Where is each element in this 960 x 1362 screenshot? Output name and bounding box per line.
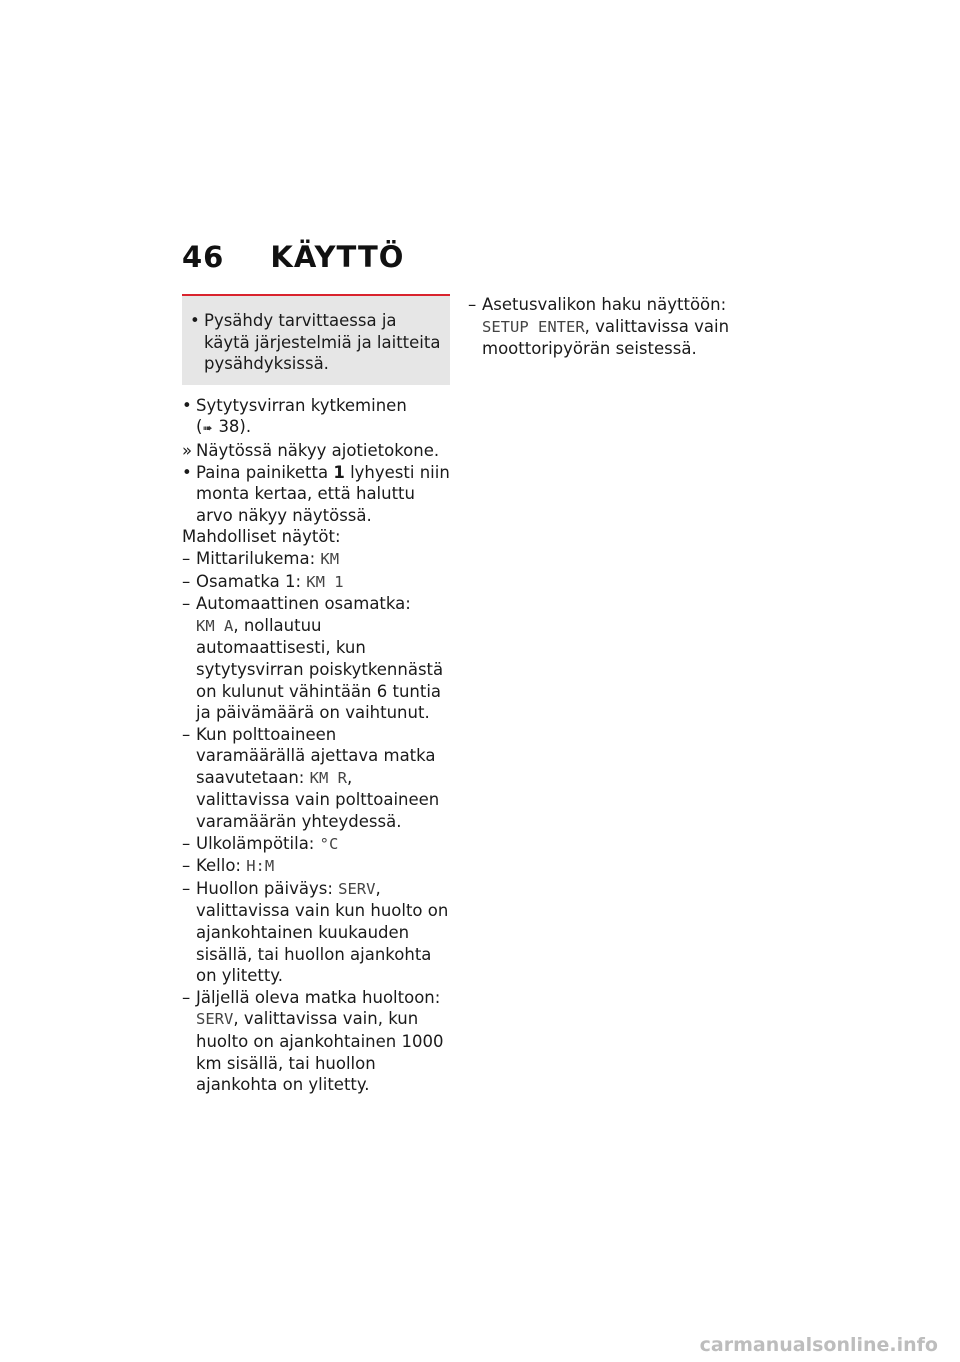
dash-icon: – <box>182 724 191 744</box>
display-label: Mittarilukema: <box>196 548 321 568</box>
step-text: Sytytysvirran kytkeminen <box>196 395 407 415</box>
page-number: 46 <box>182 240 225 274</box>
display-label: Jäljellä oleva matka huoltoon: <box>196 987 441 1007</box>
display-description: , valittavissa vain, kun huolto on ajankohtainen 1000 km sisällä, tai huollon ajankohta on ylitetty. <box>196 1009 444 1095</box>
display-code: °C <box>319 834 339 853</box>
page-reference[interactable]: 38). <box>218 417 252 437</box>
dash-icon: – <box>182 594 191 614</box>
note-box <box>182 294 450 385</box>
page-header <box>182 240 404 274</box>
display-code: H:M <box>246 857 275 876</box>
possible-displays-label: Mahdolliset näytöt: <box>182 527 341 547</box>
display-outside-temp <box>182 833 450 856</box>
button-key: 1 <box>333 462 345 482</box>
bullet-icon: • <box>182 462 192 482</box>
display-code: SERV <box>338 879 376 898</box>
display-reserve <box>182 724 450 833</box>
display-code: KM R <box>309 768 347 787</box>
display-clock <box>182 855 450 878</box>
page-reference-arrow-icon: ➠ <box>202 421 213 436</box>
display-label: Huollon päiväys: <box>196 878 339 898</box>
display-label: Kello: <box>196 856 247 876</box>
dash-icon: – <box>468 295 477 314</box>
step-ignition: • Sytytysvirran kytkeminen (➠ 38). <box>182 395 450 440</box>
step-result <box>182 440 450 462</box>
left-column <box>182 294 450 1096</box>
display-service-distance <box>182 987 450 1096</box>
watermark: carmanualsonline.info <box>699 1334 938 1356</box>
step-text-cont: lyhyesti niin monta kertaa, että haluttu arvo näkyy näytössä. <box>196 462 450 525</box>
display-label: Automaattinen osamatka: <box>196 594 411 614</box>
note-item <box>190 310 442 375</box>
display-label: Ulkolämpötila: <box>196 833 320 853</box>
dash-icon: – <box>182 856 191 876</box>
right-column <box>468 294 736 360</box>
step-press <box>182 462 450 527</box>
display-auto-trip <box>182 593 450 724</box>
result-text: Näytössä näkyy ajotietokone. <box>196 440 440 460</box>
display-description: , valittavissa vain moottoripyörän seistessä. <box>482 316 730 359</box>
display-code: SERV <box>196 1010 234 1029</box>
dash-icon: – <box>182 878 191 898</box>
display-service-date <box>182 878 450 987</box>
note-text: Pysähdy tarvittaessa ja käytä järjestelmiä ja laitteita pysähdyksissä. <box>204 311 441 374</box>
display-code: SETUP ENTER <box>482 317 585 336</box>
display-description: , valittavissa vain polttoaineen varamäärän yhteydessä. <box>196 767 440 832</box>
bullet-icon: • <box>190 311 200 330</box>
result-arrow-icon: » <box>182 440 193 460</box>
dash-icon: – <box>182 833 191 853</box>
dash-icon: – <box>182 987 191 1007</box>
display-description: , nollautuu automaattisesti, kun sytytysvirran poiskytkennästä on kulunut vähintään 6 tuntia ja päivämäärä on vaihtunut. <box>196 615 444 723</box>
display-label: Kun polttoaineen varamäärällä ajettava matka saavutetaan: <box>196 724 436 787</box>
display-code: KM A <box>196 616 234 635</box>
display-label: Osamatka 1: <box>196 571 307 591</box>
display-code: KM 1 <box>306 572 344 591</box>
bullet-icon: • <box>182 395 192 415</box>
dash-icon: – <box>182 548 191 568</box>
display-label: Asetusvalikon haku näyttöön: <box>482 295 727 314</box>
display-trip1 <box>182 571 450 594</box>
display-description: , valittavissa vain kun huolto on ajankohtainen kuukauden sisällä, tai huollon ajankohta on ylitetty. <box>196 878 449 986</box>
display-setup <box>468 294 736 360</box>
display-code: KM <box>320 549 340 568</box>
page-title: KÄYTTÖ <box>270 240 405 274</box>
step-text: Paina painiketta <box>196 462 334 482</box>
display-odometer <box>182 548 450 571</box>
dash-icon: – <box>182 571 191 591</box>
